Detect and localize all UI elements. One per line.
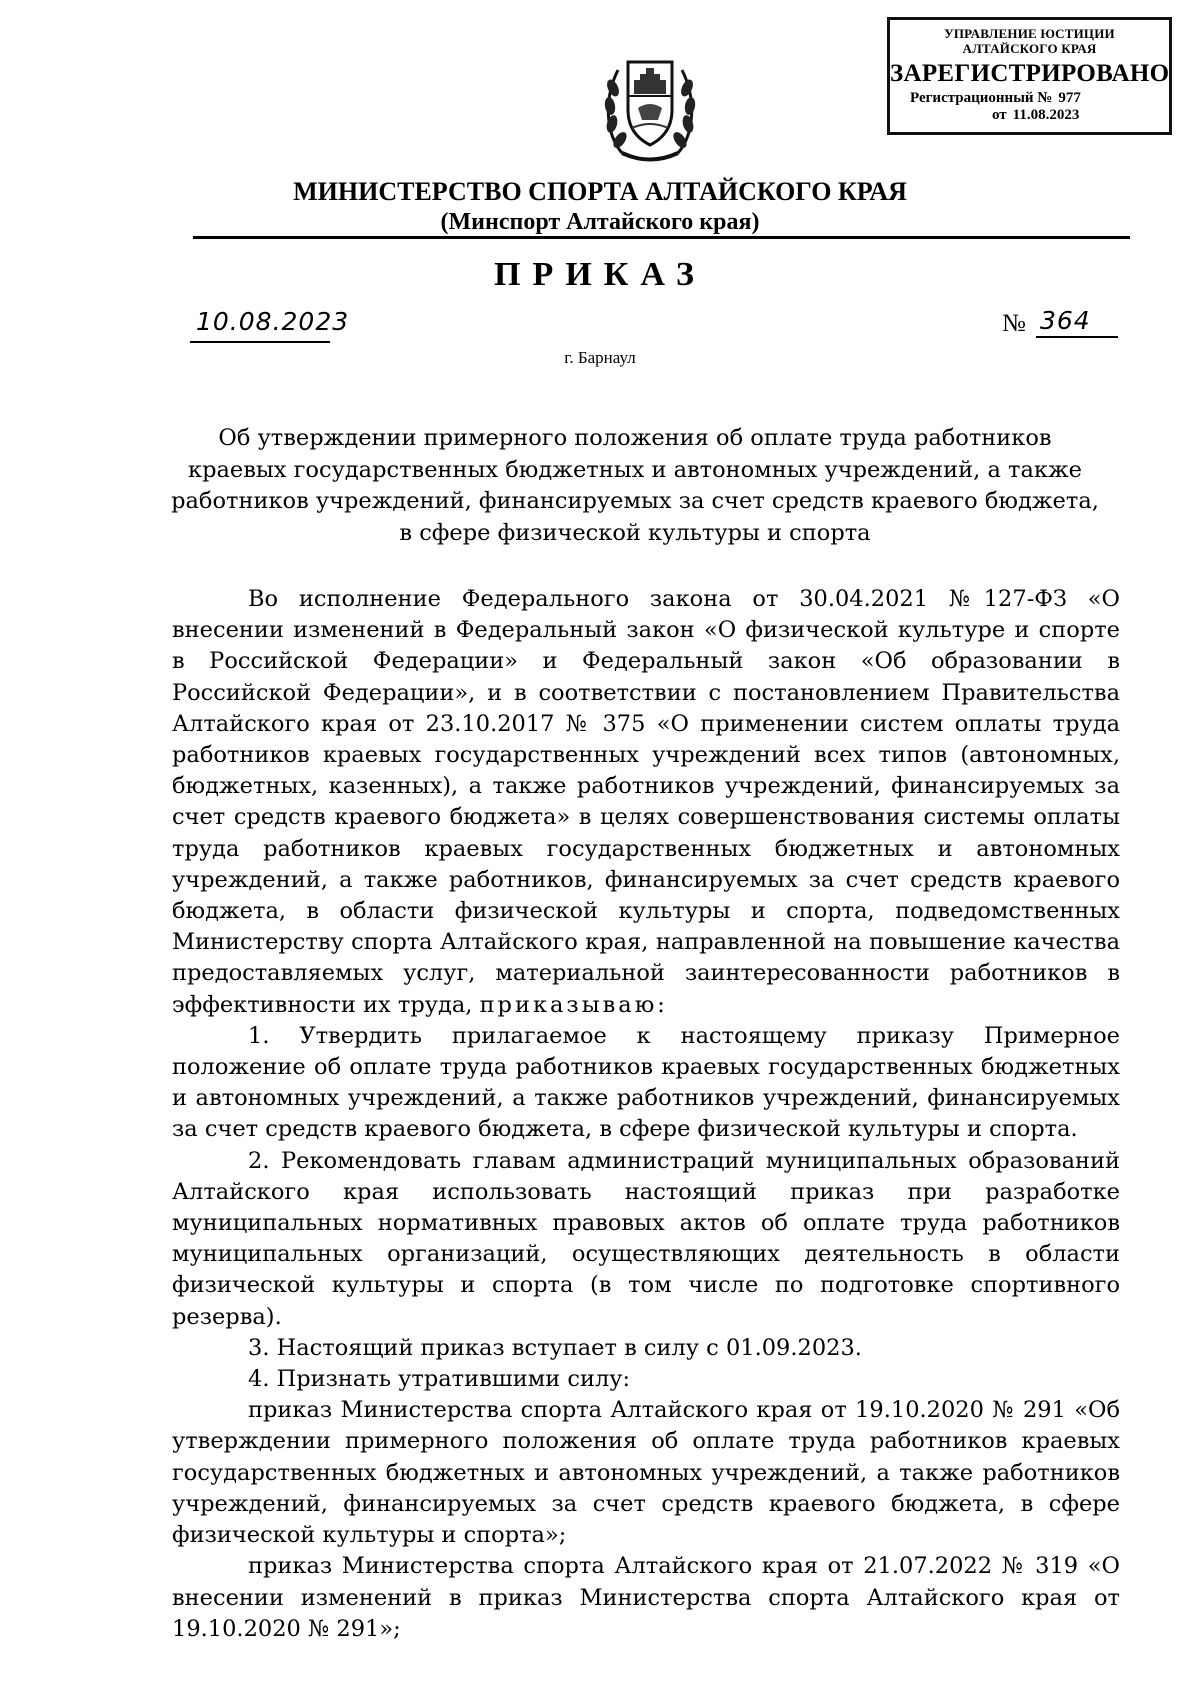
stamp-reg-date: 11.08.2023 [1012,107,1080,123]
item-4: 4. Признать утратившими силу: [248,1366,631,1393]
order-number: 364 [1040,306,1091,335]
number-sign: № [1002,310,1026,337]
stamp-date-label: от [992,107,1007,123]
preamble-paragraph [172,584,1120,1021]
order-number-underline [1036,304,1118,338]
order-number-field [1002,308,1122,342]
stamp-status: ЗАРЕГИСТРИРОВАНО [890,60,1170,87]
item-3: 3. Настоящий приказ вступает в силу с 01.09.2023. [248,1334,862,1361]
ministry-header [0,176,1200,238]
stamp-org-line2: АЛТАЙСКОГО КРАЯ [962,41,1097,56]
repeal-order-2: приказ Министерства спорта Алтайского края от 21.07.2022 № 319 «О внесении изменений в приказ Министерства спорта Алтайского края от 19.10.2020 № 291»; [172,1553,1120,1642]
order-date-field [190,307,350,343]
stamp-reg-label: Регистрационный № [910,90,1053,106]
repeal-order-1: приказ Министерства спорта Алтайского края от 19.10.2020 № 291 «Об утверждении примерного положения об оплате труда работников краевых государственных бюджетных и автономных учреждений, а также работников учреждений, финансируемых за счет средств краевого бюджета, в сфере физической культуры и спорта»; [172,1397,1120,1549]
stamp-organization [890,26,1169,56]
coat-of-arms-icon [600,48,700,168]
order-subject: Об утверждении примерного положения об оплате труда работников краевых государственных бюджетных и автономных учреждений, а также работников учреждений, финансируемых за счет средств краевого бюджета, в сфере физической культуры и спорта [171,425,1099,546]
item-2: 2. Рекомендовать главам администраций муниципальных образований Алтайского края использовать настоящий приказ при разработке муниципальных нормативных правовых актов об оплате труда работников муниципальных организаций, осуществляющих деятельность в области физической культуры и спорта (в том числе по подготовке спортивного резерва). [172,1147,1120,1330]
preamble-text: Во исполнение Федерального закона от 30.04.2021 №127-ФЗ «О внесении изменений в Федеральный закон «О физической культуре и спорте в Российской Федерации» и Федеральный закон «Об образовании в Российской Федерации», и в соответствии с постановлением Правительства Алтайского края от 23.10.2017 № 375 «О применении систем оплаты труда работников краевых государственных учреждений всех типов (автономных, бюджетных, казенных), а также работников учреждений, финансируемых за счет средств краевого бюджета» в целях совершенствования системы оплаты труда работников краевых государственных бюджетных и автономных учреждений, а также работников, финансируемых за счет средств краевого бюджета, в области физической культуры и спорта, подведомственных Министерству спорта Алтайского края, направленной на повышение качества предоставляемых услуг, материальной заинтересованности работников в эффективности их труда, [172,586,1120,1018]
ministry-name: МИНИСТЕРСТВО СПОРТА АЛТАЙСКОГО КРАЯ [293,177,907,206]
order-city: г. Барнаул [564,348,636,367]
registration-stamp [887,17,1172,135]
stamp-reg-number: 977 [1058,90,1081,106]
ministry-short-name: (Минспорт Алтайского края) [440,209,760,235]
document-type-title: ПРИКАЗ [494,256,706,293]
order-date: 10.08.2023 [196,307,350,336]
stamp-date-line [890,107,1169,124]
order-word: приказываю: [479,991,668,1018]
stamp-org-line1: УПРАВЛЕНИЕ ЮСТИЦИИ [944,26,1115,41]
header-divider [193,236,1130,239]
order-body [172,584,1120,1645]
stamp-reg-number-line [890,90,1169,107]
item-1: 1. Утвердить прилагаемое к настоящему приказу Примерное положение об оплате труда работников краевых государственных бюджетных и автономных учреждений, а также работников учреждений, финансируемых за счет средств краевого бюджета, в сфере физической культуры и спорта. [172,1022,1120,1143]
